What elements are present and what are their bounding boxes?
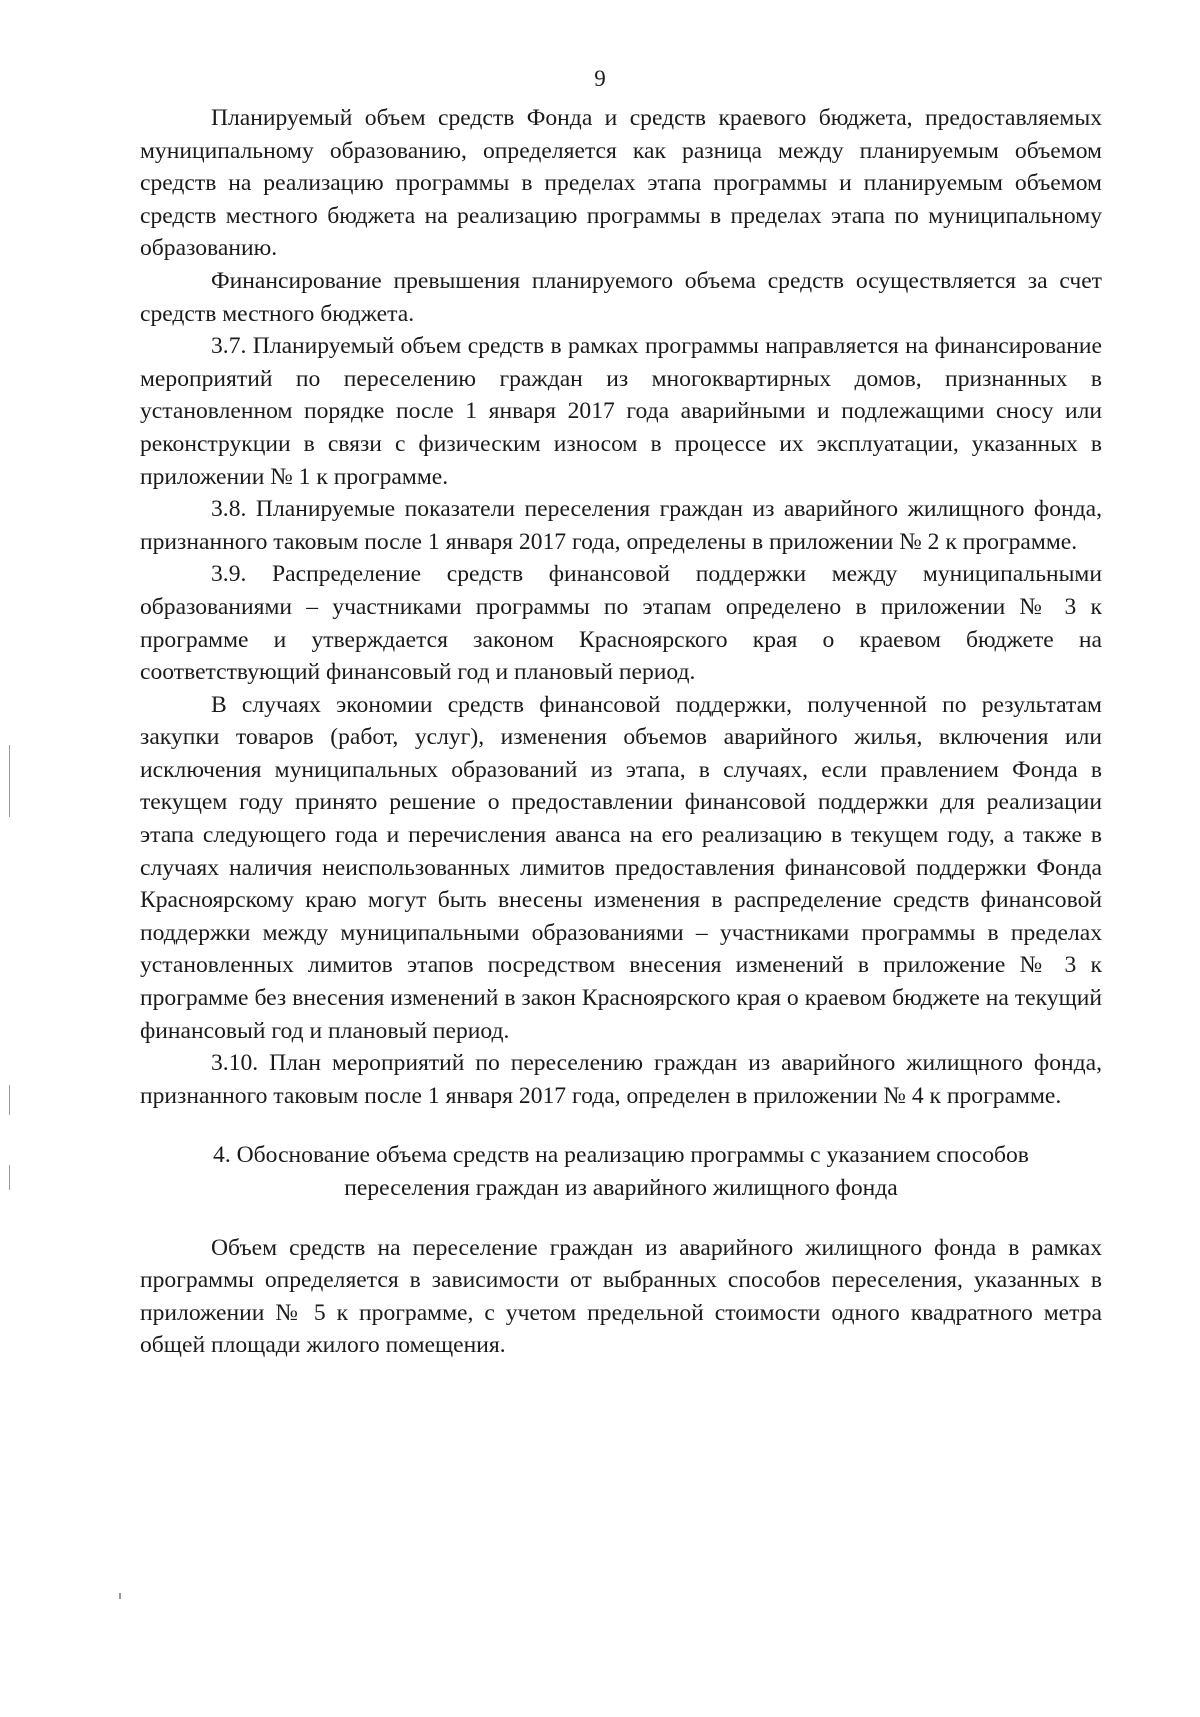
scan-artifact-line (9, 1165, 10, 1190)
scan-artifact-dot (119, 1593, 121, 1599)
document-body (140, 102, 1102, 1362)
paragraph-3-7: 3.7. Планируемый объем средств в рамках программы направляется на финансирование мероприятий по переселению граждан из многоквартирных домов, признанных в установленном порядке после 1 января 2017 года аварийными и подлежащими сносу или реконструкции в связи с физическим износом в процессе их эксплуатации, указанных в приложении № 1 к программе. (140, 333, 1102, 490)
page-number: 9 (594, 66, 606, 91)
scan-artifact-line (9, 745, 10, 817)
paragraph-3-9: 3.9. Распределение средств финансовой поддержки между муниципальными образованиями – участниками программы по этапам определено в приложении № 3 к программе и утверждается законом Красноярского края о краевом бюджете на соответствующий финансовый год и плановый период. (140, 561, 1102, 686)
scan-artifact-line (9, 1085, 10, 1115)
paragraph-3-8: 3.8. Планируемые показатели переселения граждан из аварийного жилищного фонда, признанного таковым после 1 января 2017 года, определены в приложении № 2 к программе. (140, 496, 1102, 555)
paragraph-funds-volume: Объем средств на переселение граждан из аварийного жилищного фонда в рамках программы определяется в зависимости от выбранных способов переселения, указанных в приложении № 5 к программе, с учетом предельной стоимости одного квадратного метра общей площади жилого помещения. (140, 1234, 1102, 1359)
paragraph-planned-volume: Планируемый объем средств Фонда и средств краевого бюджета, предоставляемых муниципальному образованию, определяется как разница между планируемым объемом средств на реализацию программы в пределах этапа программы и планируемым объемом средств местного бюджета на реализацию программы в пределах этапа по муниципальному образованию. (140, 105, 1102, 262)
paragraph-savings-cases: В случаях экономии средств финансовой поддержки, полученной по результатам закупки товаров (работ, услуг), изменения объемов аварийного жилья, включения или исключения муниципальных образований из этапа, в случаях, если правлением Фонда в текущем году принято решение о предоставлении финансовой поддержки для реализации этапа следующего года и перечисления аванса на его реализацию в текущем году, а также в случаях наличия неиспользованных лимитов предоставления финансовой поддержки Фонда Красноярскому краю могут быть внесены изменения в распределение средств финансовой поддержки между муниципальными образованиями – участниками программы в пределах установленных лимитов этапов посредством внесения изменений в приложение № 3 к программе без внесения изменений в закон Красноярского края о краевом бюджете на текущий финансовый год и плановый период. (140, 691, 1102, 1044)
paragraph-3-10: 3.10. План мероприятий по переселению граждан из аварийного жилищного фонда, признанного таковым после 1 января 2017 года, определен в приложении № 4 к программе. (140, 1050, 1102, 1109)
paragraph-excess-financing: Финансирование превышения планируемого объема средств осуществляется за счет средств местного бюджета. (140, 267, 1102, 327)
section-heading-4: 4. Обоснование объема средств на реализацию программы с указанием способов переселения граждан из аварийного жилищного фонда (213, 1142, 1029, 1201)
